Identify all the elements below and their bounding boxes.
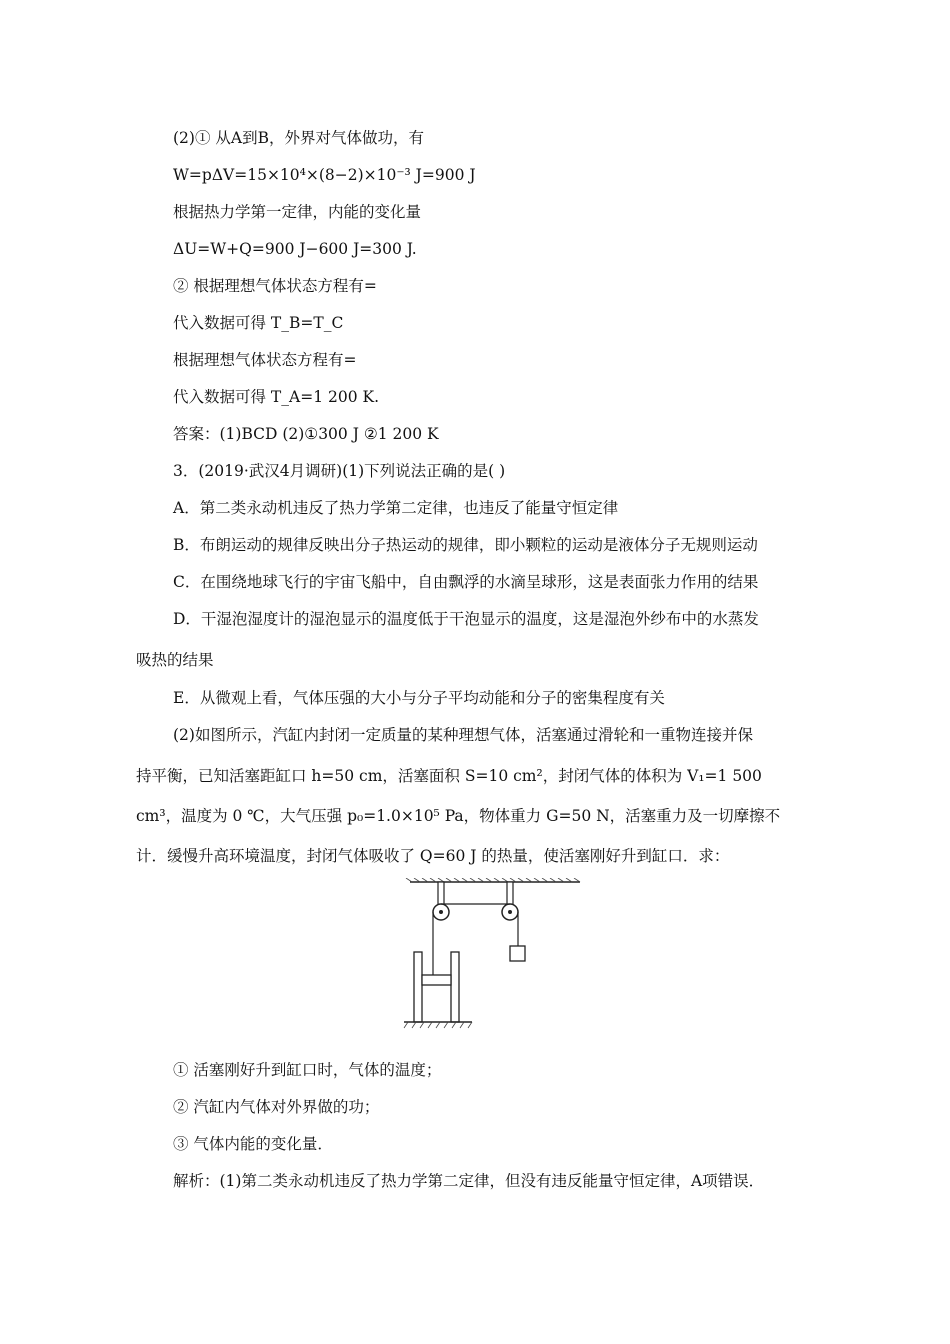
text-line: 代入数据可得 T_B=T_C [173,314,344,332]
text-line: 根据理想气体状态方程有= [173,351,357,369]
problem-text: 持平衡，已知活塞距缸口 h=50 cm，活塞面积 S=10 cm²，封闭气体的体积为 V₁=1 500 [136,767,762,785]
sub-question: ③ 气体内能的变化量． [173,1135,333,1153]
problem-text: 计．缓慢升高环境温度，封闭气体吸收了 Q=60 J 的热量，使活塞刚好升到缸口．求： [136,847,730,865]
problem-text: (2)如图所示，汽缸内封闭一定质量的某种理想气体，活塞通过滑轮和一重物连接并保 [173,726,753,744]
solution-line: 解析：(1)第二类永动机违反了热力学第二定律，但没有违反能量守恒定律，A项错误． [173,1172,765,1190]
option-a: A．第二类永动机违反了热力学第二定律，也违反了能量守恒定律 [173,499,619,517]
text-line: ΔU=W+Q=900 J−600 J=300 J. [173,240,417,258]
problem-text: cm³，温度为 0 ℃，大气压强 p₀=1.0×10⁵ Pa，物体重力 G=50 N，活塞重力及一切摩擦不 [136,807,781,825]
sub-question: ① 活塞刚好升到缸口时，气体的温度； [173,1061,442,1079]
text-line: 代入数据可得 T_A=1 200 K. [173,388,380,406]
question-heading: 3．(2019·武汉4月调研)(1)下列说法正确的是( ) [173,462,506,480]
option-e: E．从微观上看，气体压强的大小与分子平均动能和分子的密集程度有关 [173,689,665,707]
text-line: (2)① 从A到B，外界对气体做功，有 [173,129,424,147]
text-line: ② 根据理想气体状态方程有= [173,277,377,295]
option-d-cont: 吸热的结果 [136,651,214,669]
text-line: 根据热力学第一定律，内能的变化量 [173,203,422,221]
option-c: C．在围绕地球飞行的宇宙飞船中，自由飘浮的水滴呈球形，这是表面张力作用的结果 [173,573,759,591]
option-b: B．布朗运动的规律反映出分子热运动的规律，即小颗粒的运动是液体分子无规则运动 [173,536,758,554]
option-d: D．干湿泡湿度计的湿泡显示的温度低于干泡显示的温度，这是湿泡外纱布中的水蒸发 [173,610,759,628]
cylinder-pulley-diagram [398,878,588,1038]
sub-question: ② 汽缸内气体对外界做的功； [173,1098,380,1116]
text-line: W=pΔV=15×10⁴×(8−2)×10⁻³ J=900 J [173,166,476,184]
answer-line: 答案：(1)BCD (2)①300 J ②1 200 K [173,425,439,443]
